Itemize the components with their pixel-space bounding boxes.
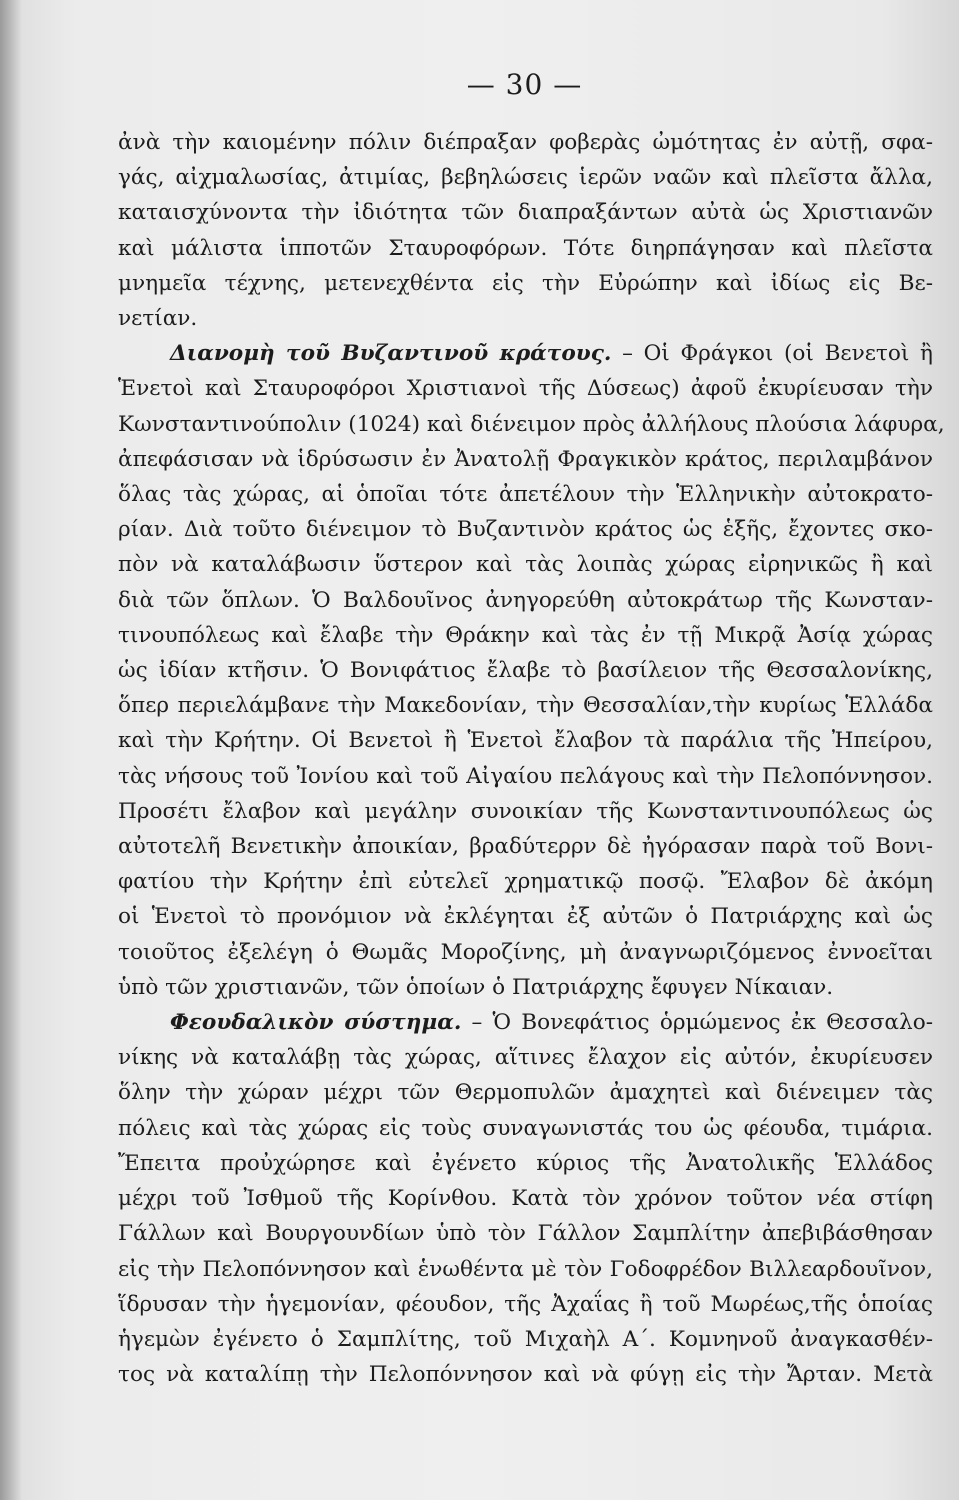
text-line: εἰς τὴν Πελοπόννησον καὶ ἑνωθέντα μὲ τὸν Γοδοφρέδον Βιλλεαρδουῖνον, [118,1256,933,1282]
text-line: μνημεῖα τέχνης, μετενεχθέντα εἰς τὴν Εὐρώπην καὶ ἰδίως εἰς Βε- [118,270,933,296]
text-line: τος νὰ καταλίπῃ τὴν Πελοπόννησον καὶ νὰ φύγῃ εἰς τὴν Ἄρταν. Μετὰ [118,1362,933,1388]
text-line: διὰ τῶν ὅπλων. Ὁ Βαλδουῖνος ἀνηγορεύθη αὐτοκράτωρ τῆς Κωνσταν- [118,587,933,613]
text-line: οἱ Ἑνετοὶ τὸ προνόμιον νὰ ἐκλέγηται ἐξ αὐτῶν ὁ Πατριάρχης καὶ ὡς [118,904,933,930]
section-heading-division: Διανομὴ τοῦ Βυζαντινοῦ κράτους. [170,341,612,367]
text-line: τοιοῦτος ἐξελέγη ὁ Θωμᾶς Μοροζίνης, μὴ ἀναγνωριζόμενος ἐννοεῖται [118,939,933,965]
text-line: Κωνσταντινούπολιν (1024) καὶ διένειμον πρὸς ἀλλήλους πλούσια λάφυρα, [118,411,945,437]
paragraph-2 [118,336,945,1005]
page-edge-shadow [0,0,22,1500]
text-line: καὶ μάλιστα ἱπποτῶν Σταυροφόρων. Τότε διηρπάγησαν καὶ πλεῖστα [118,235,933,261]
text-line [118,336,933,371]
text-line: νίκης νὰ καταλάβῃ τὰς χώρας, αἵτινες ἔλαχον εἰς αὐτόν, ἐκυρίευσεν [118,1045,933,1071]
page-number: — 30 — [466,68,583,101]
text-line: ρίαν. Διὰ τοῦτο διένειμον τὸ Βυζαντινὸν κράτος ὡς ἑξῆς, ἔχοντες σκο- [118,517,933,543]
text-line: τὰς νήσους τοῦ Ἰονίου καὶ τοῦ Αἰγαίου πελάγους καὶ τὴν Πελοπόννησον. [118,763,933,789]
paragraph-3 [118,1005,933,1392]
body-text [118,125,945,1392]
text-line: ἡγεμὼν ἐγένετο ὁ Σαμπλίτης, τοῦ Μιχαὴλ Α΄. Κομνηνοῦ ἀναγκασθέν- [118,1326,933,1352]
text-line: ὑπὸ τῶν χριστιανῶν, τῶν ὁποίων ὁ Πατριάρχης ἔφυγεν Νίκαιαν. [118,974,834,1000]
text-line: καὶ τὴν Κρήτην. Οἱ Βενετοὶ ἢ Ἑνετοὶ ἔλαβον τὰ παράλια τῆς Ἠπείρου, [118,728,933,754]
text-line: γάς, αἰχμαλωσίας, ἀτιμίας, βεβηλώσεις ἱερῶν ναῶν καὶ πλεῖστα ἄλλα, [118,165,933,191]
text-line: τινουπόλεως καὶ ἔλαβε τὴν Θράκην καὶ τὰς ἐν τῇ Μικρᾷ Ἀσίᾳ χώρας [118,622,933,648]
text-line: πὸν νὰ καταλάβωσιν ὕστερον καὶ τὰς λοιπὰς χώρας εἰρηνικῶς ἢ καὶ [118,552,933,578]
text-line: Γάλλων καὶ Βουργουνδίων ὑπὸ τὸν Γάλλον Σαμπλίτην ἀπεβιβάσθησαν [118,1221,933,1247]
text-line: αὐτοτελῆ Βενετικὴν ἀποικίαν, βραδύτερρν δὲ ἠγόρασαν παρὰ τοῦ Βονι- [118,834,933,860]
heading-line-rest: – Οἱ Φράγκοι (οἱ Βενετοὶ ἢ [611,341,933,367]
text-line: ὅπερ περιελάμβανε τὴν Μακεδονίαν, τὴν Θεσσαλίαν,τὴν κυρίως Ἑλλάδα [118,693,933,719]
text-line: ἵδρυσαν τὴν ἡγεμονίαν, φέουδον, τῆς Ἀχαΐας ἢ τοῦ Μωρέως,τῆς ὁποίας [118,1291,933,1317]
text-line [118,1005,933,1040]
text-line: ἀπεφάσισαν νὰ ἱδρύσωσιν ἐν Ἀνατολῇ Φραγκικὸν κράτος, περιλαμβάνον [118,446,933,472]
text-line: ὡς ἰδίαν κτῆσιν. Ὁ Βονιφάτιος ἔλαβε τὸ βασίλειον τῆς Θεσσαλονίκης, [118,658,933,684]
section-heading-feudal: Φεουδαλικὸν σύστημα. [170,1010,462,1036]
text-line: Προσέτι ἔλαβον καὶ μεγάλην συνοικίαν τῆς Κωνσταντινουπόλεως ὡς [118,798,933,824]
text-line: Ἔπειτα προὐχώρησε καὶ ἐγένετο κύριος τῆς Ἀνατολικῆς Ἑλλάδος [118,1150,933,1176]
paragraph-1 [118,125,933,336]
text-line: καταισχύνοντα τὴν ἰδιότητα τῶν διαπραξάντων αὐτὰ ὡς Χριστιανῶν [118,200,933,226]
text-line: μέχρι τοῦ Ἰσθμοῦ τῆς Κορίνθου. Κατὰ τὸν χρόνον τοῦτον νέα στίφη [118,1186,933,1212]
text-line: ἀνὰ τὴν καιομένην πόλιν διέπραξαν φοβερὰς ὠμότητας ἐν αὐτῇ, σφα- [118,130,933,155]
text-line: νετίαν. [118,306,198,332]
text-line: ὅλην τὴν χώραν μέχρι τῶν Θερμοπυλῶν ἀμαχητεὶ καὶ διένειμεν τὰς [118,1080,933,1106]
heading-line-rest: – Ὁ Βονεφάτιος ὁρμώμενος ἐκ Θεσσαλο- [461,1010,934,1036]
text-line: Ἑνετοὶ καὶ Σταυροφόροι Χριστιανοὶ τῆς Δύσεως) ἀφοῦ ἐκυρίευσαν τὴν [118,376,933,402]
text-line: ὅλας τὰς χώρας, αἱ ὁποῖαι τότε ἀπετέλουν τὴν Ἑλληνικὴν αὐτοκρατο- [118,482,933,508]
text-line: πόλεις καὶ τὰς χώρας εἰς τοὺς συναγωνιστάς του ὡς φέουδα, τιμάρια. [118,1115,933,1141]
text-line: φατίου τὴν Κρήτην ἐπὶ εὐτελεῖ χρηματικῷ ποσῷ. Ἔλαβον δὲ ἀκόμη [118,869,933,895]
